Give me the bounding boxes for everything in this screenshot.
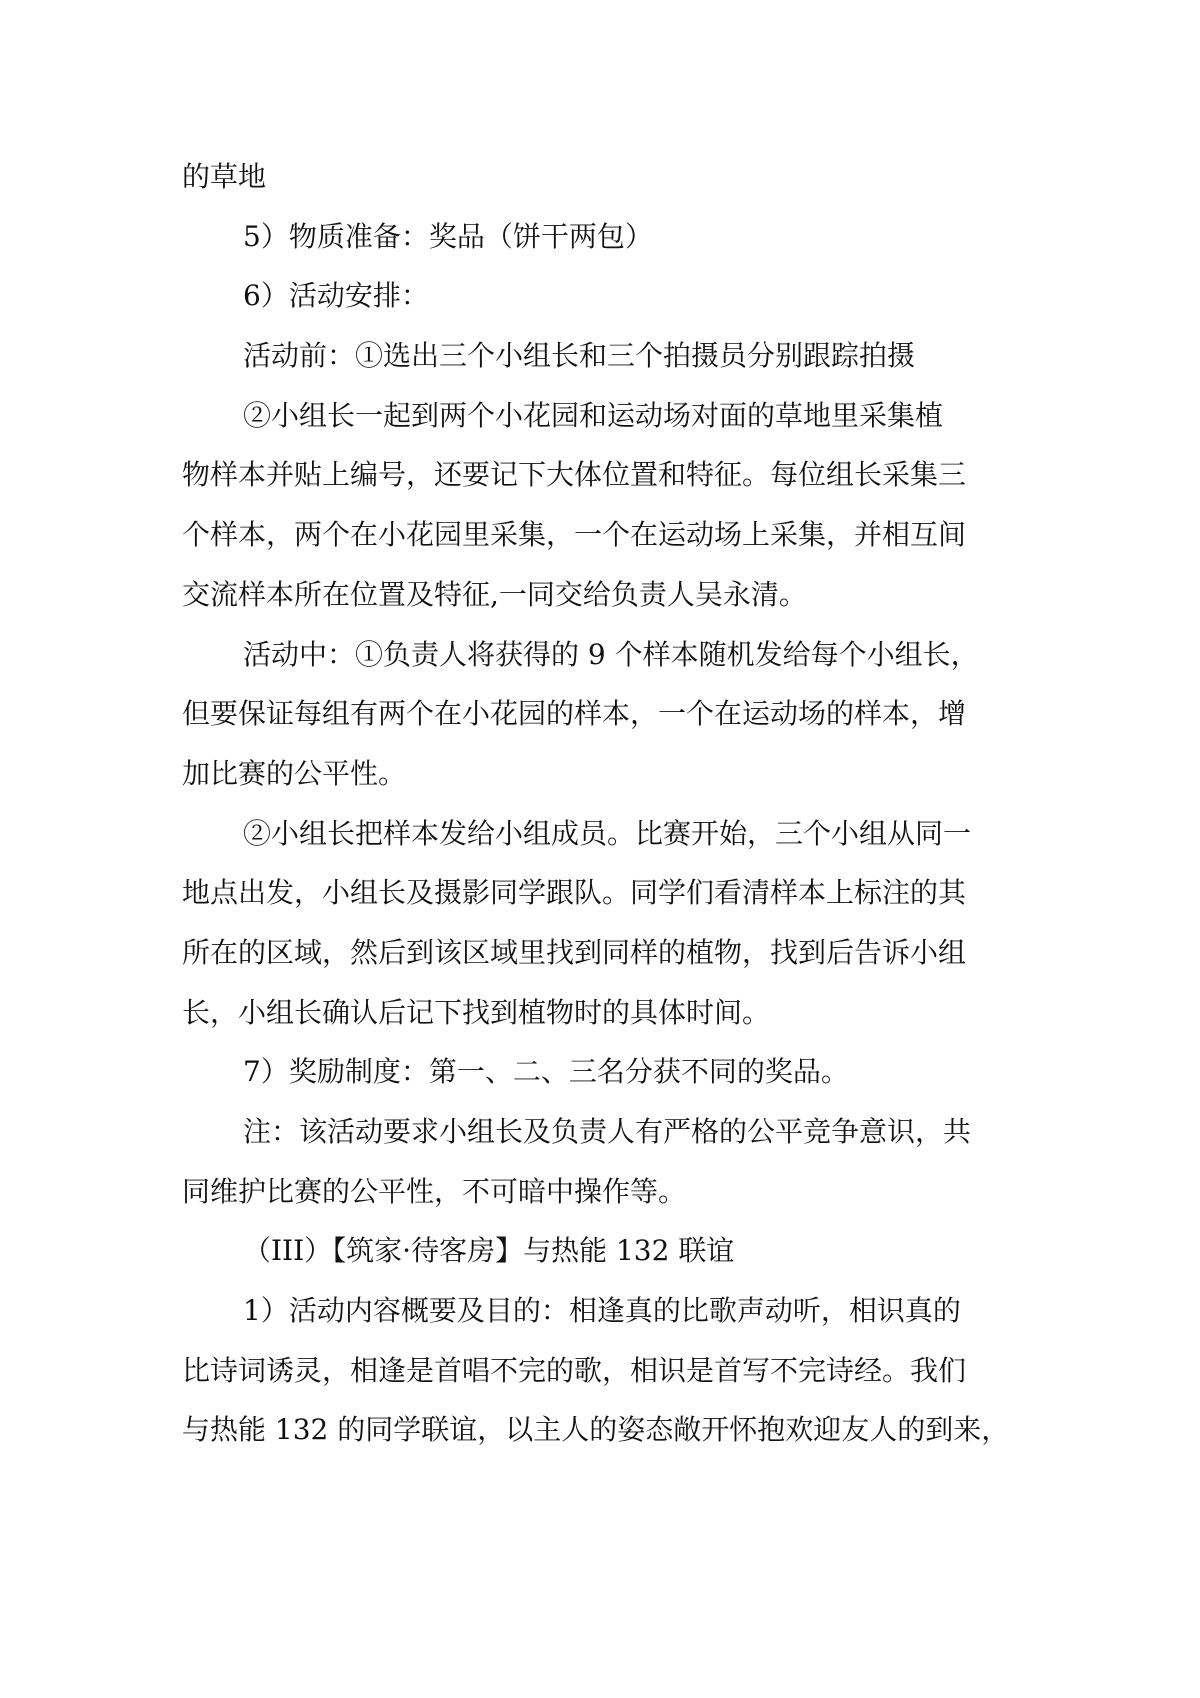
text-line: 1）活动内容概要及目的：相逢真的比歌声动听，相识真的 bbox=[243, 1294, 961, 1328]
text-line: 长，小组长确认后记下找到植物时的具体时间。 bbox=[182, 995, 771, 1029]
text-line: 比诗词诱灵，相逢是首唱不完的歌，相识是首写不完诗经。我们 bbox=[182, 1353, 967, 1387]
text-line: 个样本，两个在小花园里采集，一个在运动场上采集，并相互间 bbox=[182, 518, 967, 552]
text-line: 注：该活动要求小组长及负责人有严格的公平竞争意识，共 bbox=[243, 1115, 972, 1148]
document-body bbox=[182, 147, 1032, 1460]
text-line: 活动前：①选出三个小组长和三个拍摄员分别跟踪拍摄 bbox=[243, 339, 916, 373]
text-line: 加比赛的公平性。 bbox=[182, 756, 407, 790]
text-line: 的草地 bbox=[182, 160, 267, 193]
text-line: 与热能 132 的同学联谊，以主人的姿态敞开怀抱欢迎友人的到来， bbox=[182, 1413, 1010, 1447]
text-line: 物样本并贴上编号，还要记下大体位置和特征。每位组长采集三 bbox=[182, 458, 967, 492]
text-line: 交流样本所在位置及特征,一同交给负责人吴永清。 bbox=[182, 577, 807, 611]
text-line: 但要保证每组有两个在小花园的样本，一个在运动场的样本，增 bbox=[182, 697, 967, 731]
text-line: 同维护比赛的公平性，不可暗中操作等。 bbox=[182, 1174, 687, 1208]
text-line: 5）物质准备：奖品（饼干两包） bbox=[243, 219, 653, 253]
section-heading: （III）【筑家·待客房】与热能 132 联谊 bbox=[243, 1234, 735, 1268]
text-line: 6）活动安排： bbox=[243, 279, 429, 313]
text-line: 7）奖励制度：第一、二、三名分获不同的奖品。 bbox=[243, 1055, 849, 1089]
text-line: 地点出发，小组长及摄影同学跟队。同学们看清样本上标注的其 bbox=[182, 876, 967, 910]
text-line: ②小组长把样本发给小组成员。比赛开始，三个小组从同一 bbox=[243, 816, 972, 850]
text-line: 活动中：①负责人将获得的 9 个样本随机发给每个小组长， bbox=[243, 637, 979, 671]
text-line: 所在的区域，然后到该区域里找到同样的植物，找到后告诉小组 bbox=[182, 935, 967, 969]
text-line: ②小组长一起到两个小花园和运动场对面的草地里采集植 bbox=[243, 398, 944, 432]
